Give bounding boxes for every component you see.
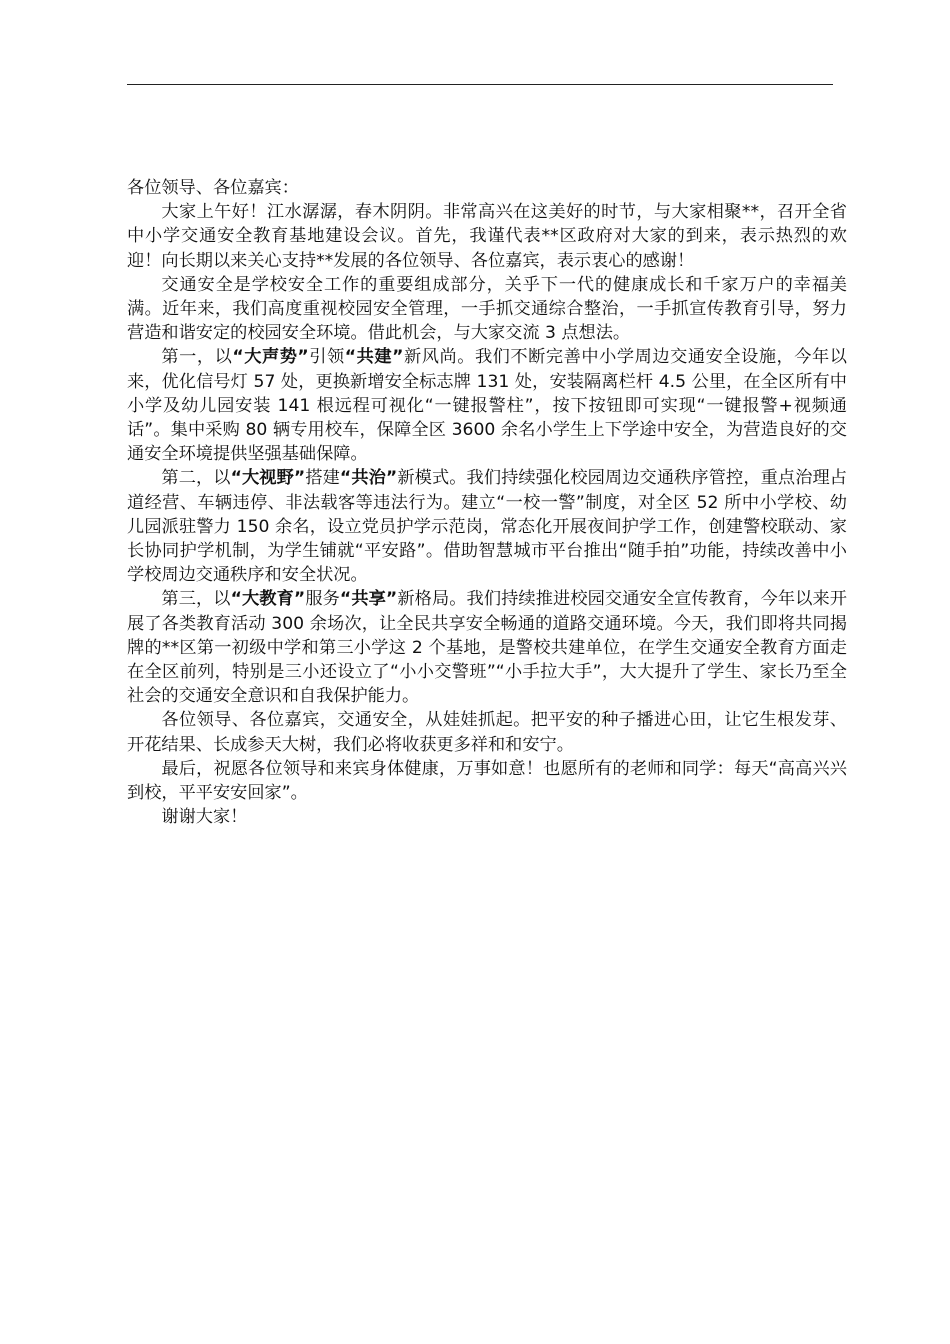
paragraph-point-three xyxy=(127,587,847,708)
paragraph-summary: 各位领导、各位嘉宾，交通安全，从娃娃抓起。把平安的种子播进心田，让它生根发芽、开花结果、长成参天大树，我们必将收获更多祥和和安宁。 xyxy=(127,710,847,755)
point-one-verb: 引领 xyxy=(308,347,345,368)
point-one-body: 新风尚。我们不断完善中小学周边交通安全设施，今年以来，优化信号灯 57 处，更换新增安全标志牌 131 处，安装隔离栏杆 4.5 公里，在全区所有中小学及幼儿园安装 141 根远程可视化“一键报警柱”，按下按钮即可实现“一键报警+视频通话”。集中采购 80 辆专用校车，保障全区 3600 余名小学生上下学途中安全，为营造良好的交通安全环境提供坚强基础保障。 xyxy=(127,347,847,465)
paragraph-wishes: 最后，祝愿各位领导和来宾身体健康，万事如意！也愿所有的老师和同学：每天“高高兴兴到校，平平安安回家”。 xyxy=(127,758,847,804)
speech-body xyxy=(127,176,847,829)
salutation: 各位领导、各位嘉宾： xyxy=(127,178,299,198)
paragraph-opening: 大家上午好！江水潺潺，春木阴阴。非常高兴在这美好的时节，与大家相聚**，召开全省中小学交通安全教育基地建设会议。首先，我谨代表**区政府对大家的到来，表示热烈的欢迎！向长期以来关心支持**发展的各位领导、各位嘉宾，表示衷心的感谢！ xyxy=(127,202,847,271)
point-one-keyword-2: “共建” xyxy=(344,347,404,368)
point-three-keyword-2: “共享” xyxy=(339,589,398,610)
point-two-body: 新模式。我们持续强化校园周边交通秩序管控，重点治理占道经营、车辆违停、非法载客等违法行为。建立“一校一警”制度，对全区 52 所中小学校、幼儿园派驻警力 150 余名，设立党员护学示范岗，常态化开展夜间护学工作，创建警校联动、家长协同护学机制，为学生铺就“平安路”。借助智慧城市平台推出“随手拍”功能，持续改善中小学校周边交通秩序和安全状况。 xyxy=(127,468,847,586)
point-two-verb: 搭建 xyxy=(305,468,340,489)
paragraph-point-one xyxy=(127,345,847,466)
paragraph-intro: 交通安全是学校安全工作的重要组成部分，关乎下一代的健康成长和千家万户的幸福美满。近年来，我们高度重视校园安全管理，一手抓交通综合整治，一手抓宣传教育引导，努力营造和谐安定的校园安全环境。借此机会，与大家交流 3 点想法。 xyxy=(127,274,847,344)
point-three-keyword-1: “大教育” xyxy=(230,589,306,610)
paragraph-closing: 谢谢大家！ xyxy=(161,807,248,828)
paragraph-point-two xyxy=(127,466,847,587)
point-one-lead: 第一，以 xyxy=(161,347,233,368)
point-two-keyword-1: “大视野” xyxy=(230,468,306,489)
point-two-keyword-2: “共治” xyxy=(339,468,398,489)
point-three-body: 新格局。我们持续推进校园交通安全宣传教育，今年以来开展了各类教育活动 300 余场次，让全民共享安全畅通的道路交通环境。今天，我们即将共同揭牌的**区第一初级中学和第三小学这 2 个基地，是警校共建单位，在学生交通安全教育方面走在全区前列，特别是三小还设立了“小小交警班”“小手拉大手”，大大提升了学生、家长乃至全社会的交通安全意识和自我保护能力。 xyxy=(127,589,847,707)
point-three-lead: 第三，以 xyxy=(161,589,231,610)
header-rule xyxy=(127,84,833,85)
point-two-lead: 第二，以 xyxy=(161,468,231,489)
point-three-verb: 服务 xyxy=(305,589,340,610)
point-one-keyword-1: “大声势” xyxy=(232,347,309,368)
